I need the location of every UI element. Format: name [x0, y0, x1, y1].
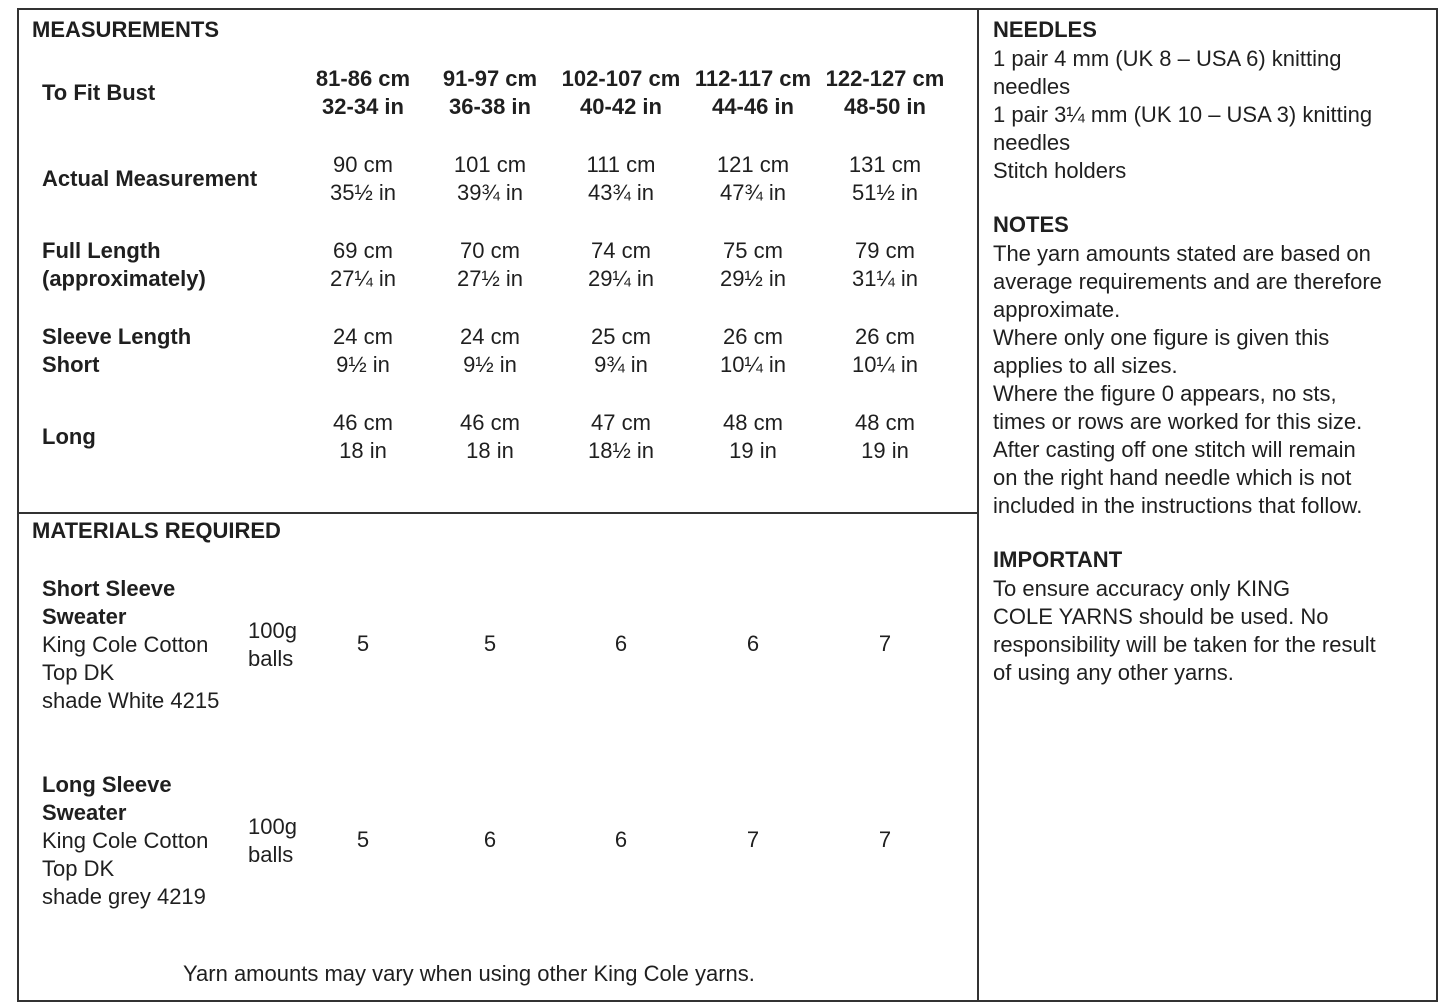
sleeve-short-cell-3-cm: 25 cm [591, 324, 651, 349]
actual-cell-1-in: 35½ in [329, 180, 397, 205]
bust-cell-1-cm: 81-86 cm [315, 66, 411, 91]
sleeve-long-cell-3-cm: 47 cm [591, 410, 651, 435]
long-sweater-yarn1: King Cole Cotton [42, 828, 209, 853]
length-cell-5-cm: 79 cm [855, 238, 915, 263]
notes-line-9: on the right hand needle which is not [993, 465, 1352, 490]
sleeve-short-cell-1-in: 9½ in [336, 352, 390, 377]
length-cell-4 [683, 237, 823, 293]
sleeve-long-cell-2 [420, 409, 560, 465]
long-balls-cell-4: 7 [746, 827, 760, 852]
sleeve-long-cell-3 [551, 409, 691, 465]
bust-cell-3 [551, 65, 691, 121]
length-cell-2-cm: 70 cm [460, 238, 520, 263]
sleeve-short-cell-2-in: 9½ in [463, 352, 517, 377]
length-cell-2 [420, 237, 560, 293]
short-balls-cell-5: 7 [878, 631, 892, 656]
sleeve-short-cell-5-cm: 26 cm [855, 324, 915, 349]
long-balls-cell-1: 5 [356, 827, 370, 852]
sleeve-short-cell-2-cm: 24 cm [460, 324, 520, 349]
notes-line-5: applies to all sizes. [993, 353, 1178, 378]
short-balls-cell-1: 5 [356, 631, 370, 656]
short-sweater-shade: shade White 4215 [42, 688, 220, 713]
bust-cell-3-cm: 102-107 cm [561, 66, 681, 91]
bust-cell-4-in: 44-46 in [712, 94, 794, 119]
notes-line-6: Where the figure 0 appears, no sts, [993, 381, 1337, 406]
sleeve-long-cell-1-in: 18 in [339, 438, 387, 463]
needles-line-2: needles [993, 74, 1071, 99]
needles-list [993, 45, 1372, 185]
sleeve-short-cell-4-cm: 26 cm [723, 324, 783, 349]
needles-line-4: needles [993, 130, 1071, 155]
length-cell-1-in: 27¼ in [329, 266, 397, 291]
sleeve-long-cell-2-cm: 46 cm [460, 410, 520, 435]
bust-cell-1 [293, 65, 433, 121]
sleeve-short-cell-5-in: 10¼ in [851, 352, 919, 377]
long-sweater-yarn2: Top DK [42, 856, 115, 881]
long-unit1: 100g [248, 814, 297, 839]
sleeve-short-label-line1: Sleeve Length [42, 324, 192, 349]
materials-title: MATERIALS REQUIRED [32, 518, 281, 543]
length-cell-1-cm: 69 cm [333, 238, 393, 263]
bust-cell-4-cm: 112-117 cm [694, 66, 812, 91]
short-sweater-yarn2: Top DK [42, 660, 115, 685]
length-cell-3 [551, 237, 691, 293]
sleeve-short-cell-1 [293, 323, 433, 379]
needles-line-1: 1 pair 4 mm (UK 8 – USA 6) knitting [993, 46, 1342, 71]
notes-line-8: After casting off one stitch will remain [993, 437, 1356, 462]
important-list [993, 575, 1376, 687]
long-sweater-block [42, 771, 208, 911]
short-balls-cell-2: 5 [483, 631, 497, 656]
sleeve-long-cell-3-in: 18½ in [587, 438, 655, 463]
actual-cell-4-cm: 121 cm [716, 152, 790, 177]
short-balls-cell-4: 6 [746, 631, 760, 656]
actual-cell-2-in: 39¾ in [456, 180, 524, 205]
actual-cell-2 [420, 151, 560, 207]
length-cell-4-in: 29½ in [719, 266, 787, 291]
sleeve-short-cell-1-cm: 24 cm [333, 324, 393, 349]
bust-cell-2-cm: 91-97 cm [442, 66, 538, 91]
actual-cell-5 [815, 151, 955, 207]
actual-cell-2-cm: 101 cm [453, 152, 527, 177]
notes-line-2: average requirements and are therefore [993, 269, 1382, 294]
long-sweater-name2: Sweater [42, 800, 127, 825]
long-sweater-shade: shade grey 4219 [42, 884, 206, 909]
notes-line-3: approximate. [993, 297, 1121, 322]
needles-line-5: Stitch holders [993, 158, 1127, 183]
length-cell-5 [815, 237, 955, 293]
notes-line-7: times or rows are worked for this size. [993, 409, 1363, 434]
bust-cell-5-cm: 122-127 cm [825, 66, 945, 91]
important-title: IMPORTANT [993, 547, 1123, 572]
notes-list [993, 240, 1382, 520]
needles-line-3: 1 pair 3¼ mm (UK 10 – USA 3) knitting [993, 102, 1373, 127]
actual-cell-3-cm: 111 cm [586, 152, 656, 177]
length-cell-3-cm: 74 cm [591, 238, 651, 263]
long-sweater-name1: Long Sleeve [42, 772, 172, 797]
yarn-footnote: Yarn amounts may vary when using other King Cole yarns. [183, 961, 755, 986]
bust-cell-4 [683, 65, 823, 121]
sleeve-short-label [42, 323, 191, 379]
actual-cell-3-in: 43¾ in [587, 180, 655, 205]
sleeve-long-cell-2-in: 18 in [466, 438, 514, 463]
needles-title: NEEDLES [993, 17, 1097, 42]
sleeve-long-cell-5 [815, 409, 955, 465]
long-sweater-unit [248, 813, 297, 869]
length-label-line2: (approximately) [42, 266, 206, 291]
sleeve-long-cell-1 [293, 409, 433, 465]
length-cell-5-in: 31¼ in [851, 266, 919, 291]
sleeve-long-cell-5-in: 19 in [861, 438, 909, 463]
actual-cell-4 [683, 151, 823, 207]
notes-line-4: Where only one figure is given this [993, 325, 1330, 350]
length-cell-2-in: 27½ in [456, 266, 524, 291]
long-balls-cell-2: 6 [483, 827, 497, 852]
short-unit1: 100g [248, 618, 297, 643]
actual-cell-5-in: 51½ in [851, 180, 919, 205]
sleeve-short-cell-3-in: 9¾ in [594, 352, 648, 377]
notes-title: NOTES [993, 212, 1069, 237]
notes-line-10: included in the instructions that follow. [993, 493, 1363, 518]
actual-cell-5-cm: 131 cm [848, 152, 922, 177]
length-cell-3-in: 29¼ in [587, 266, 655, 291]
sleeve-long-cell-4-in: 19 in [729, 438, 777, 463]
actual-cell-4-in: 47¾ in [719, 180, 787, 205]
sleeve-short-cell-4-in: 10¼ in [719, 352, 787, 377]
sleeve-short-cell-4 [683, 323, 823, 379]
short-sweater-yarn1: King Cole Cotton [42, 632, 209, 657]
actual-cell-1 [293, 151, 433, 207]
sleeve-short-cell-5 [815, 323, 955, 379]
actual-label: Actual Measurement [42, 166, 258, 191]
bust-cell-2-in: 36-38 in [449, 94, 531, 119]
sleeve-long-cell-4 [683, 409, 823, 465]
long-balls-cell-5: 7 [878, 827, 892, 852]
short-sweater-unit [248, 617, 297, 673]
bust-cell-5-in: 48-50 in [844, 94, 926, 119]
bust-cell-1-in: 32-34 in [322, 94, 404, 119]
short-sweater-name2: Sweater [42, 604, 127, 629]
notes-line-1: The yarn amounts stated are based on [993, 241, 1371, 266]
sleeve-long-cell-4-cm: 48 cm [723, 410, 783, 435]
sleeve-long-cell-5-cm: 48 cm [855, 410, 915, 435]
bust-cell-5 [815, 65, 955, 121]
bust-cell-3-in: 40-42 in [580, 94, 662, 119]
length-label-line1: Full Length [42, 238, 161, 263]
short-sweater-name1: Short Sleeve [42, 576, 176, 601]
short-balls-cell-3: 6 [614, 631, 628, 656]
actual-cell-3 [551, 151, 691, 207]
bust-label: To Fit Bust [42, 80, 156, 105]
short-unit2: balls [248, 646, 294, 671]
important-line-1: To ensure accuracy only KING [993, 576, 1291, 601]
length-cell-1 [293, 237, 433, 293]
sleeve-long-cell-1-cm: 46 cm [333, 410, 393, 435]
important-line-4: of using any other yarns. [993, 660, 1234, 685]
bust-cell-2 [420, 65, 560, 121]
sleeve-short-cell-2 [420, 323, 560, 379]
length-cell-4-cm: 75 cm [723, 238, 783, 263]
important-line-2: COLE YARNS should be used. No [993, 604, 1329, 629]
actual-cell-1-cm: 90 cm [333, 152, 393, 177]
long-balls-cell-3: 6 [614, 827, 628, 852]
short-sweater-block [42, 575, 219, 715]
measurements-title: MEASUREMENTS [32, 17, 220, 42]
long-unit2: balls [248, 842, 294, 867]
length-label [42, 237, 206, 293]
sleeve-long-label: Long [42, 424, 96, 449]
sleeve-short-label-line2: Short [42, 352, 100, 377]
sleeve-short-cell-3 [551, 323, 691, 379]
important-line-3: responsibility will be taken for the result [993, 632, 1376, 657]
